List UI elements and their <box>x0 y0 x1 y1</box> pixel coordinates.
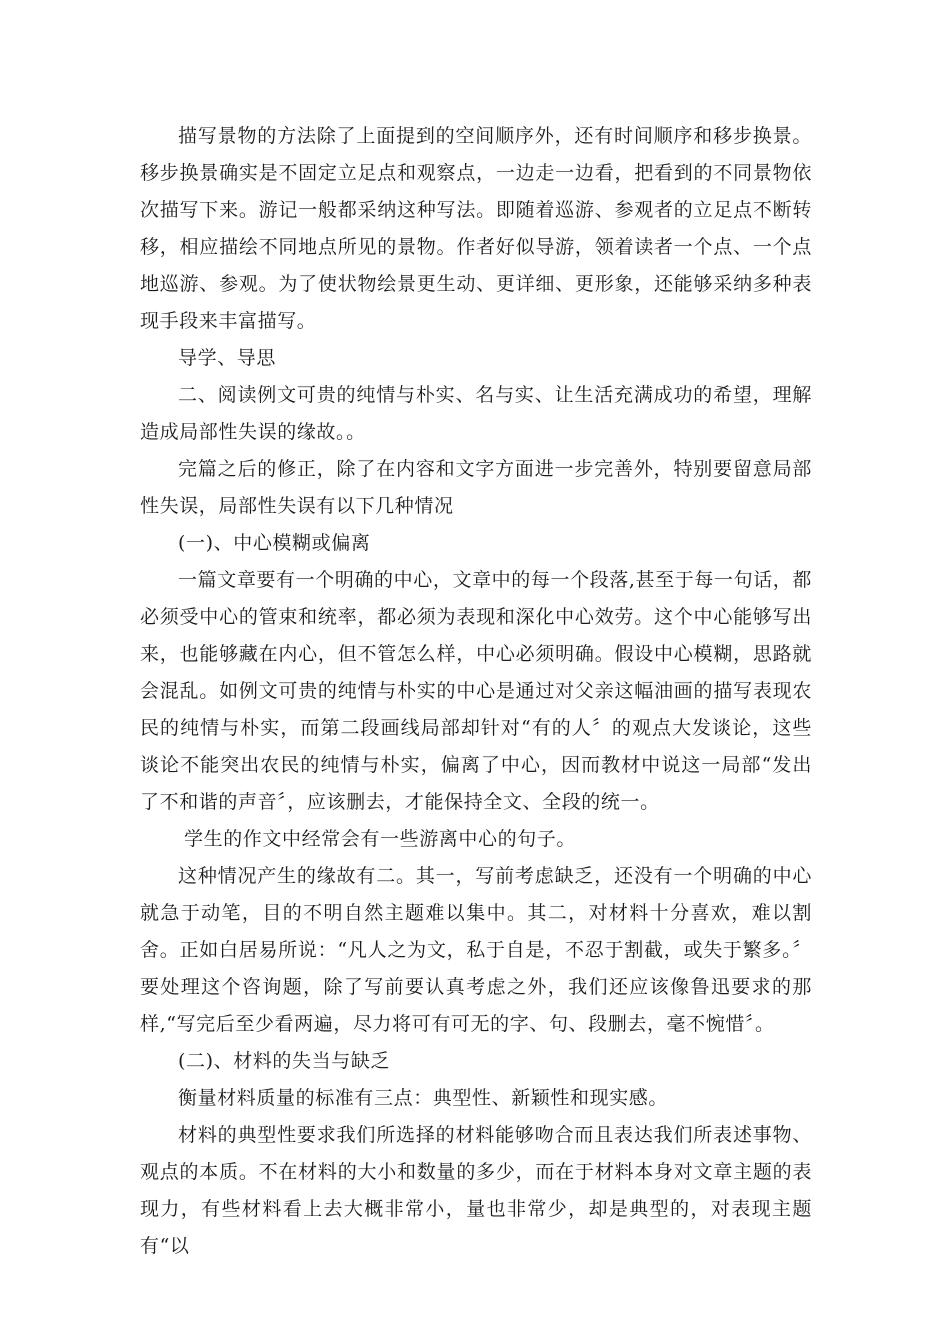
paragraph-material-standards: 衡量材料质量的标准有三点：典型性、新颖性和现实感。 <box>178 1087 669 1109</box>
paragraph-scenery-methods: 描写景物的方法除了上面提到的空间顺序外，还有时间顺序和移步换景。移步换景确实是不固定立足点和观察点，一边走一边看，把看到的不同景物依次描写下来。游记一般都采纳这种写法。即随着巡游、参观者的立足点不断转移，相应描绘不同地点所见的景物。作者好似导游，领着读者一个点、一个点地巡游、参观。为了使状物绘景更生动、更详细、更形象，还能够采纳多种表现手段来丰富描写。 <box>140 125 812 332</box>
paragraph-student-sentences: 学生的作文中经常会有一些游离中心的句子。 <box>184 828 577 850</box>
paragraph-material-typicality: 材料的典型性要求我们所选择的材料能够吻合而且表达我们所表述事物、观点的本质。不在材料的大小和数量的多少，而在于材料本身对文章主题的表现力，有些材料看上去大概非常小，量也非常少，却是典型的，对表现主题有“以 <box>140 1124 812 1257</box>
paragraph-revision-intro: 完篇之后的修正，除了在内容和文字方面进一步完善外，特别要留意局部性失误，局部性失误有以下几种情况 <box>140 458 812 517</box>
paragraph-two-reasons: 这种情况产生的缘故有二。其一，写前考虑缺乏，还没有一个明确的中心就急于动笔，目的不明自然主题难以集中。其二，对材料十分喜欢，难以割舍。正如白居易所说：“凡人之为文，私于自是，不忍于割截，或失于繁多。〞要处理这个咨询题，除了写前要认真考虑之外，我们还应该像鲁迅要求的那样,“写完后至少看两遍，尽力将可有可无的字、句、段删去，毫不惋惜〞。 <box>140 865 812 1035</box>
subheading-material-issues: (二)、材料的失当与缺乏 <box>178 1050 391 1072</box>
section-guide-heading: 导学、导思 <box>178 347 277 369</box>
paragraph-reading-task: 二、阅读例文可贵的纯情与朴实、名与实、让生活充满成功的希望，理解造成局部性失误的缘故。。 <box>140 384 812 443</box>
paragraph-clear-center: 一篇文章要有一个明确的中心，文章中的每一个段落,甚至于每一句话，都必须受中心的管束和统率，都必须为表现和深化中心效劳。这个中心能够写出来，也能够藏在内心，但不管怎么样，中心必须明确。假设中心模糊，思路就会混乱。如例文可贵的纯情与朴实的中心是通过对父亲这幅油画的描写表现农民的纯情与朴实，而第二段画线局部却针对“有的人〞的观点大发谈论，这些谈论不能突出农民的纯情与朴实，偏离了中心，因而教材中说这一局部“发出了不和谐的声音〞，应该删去，才能保持全文、全段的统一。 <box>140 569 812 813</box>
document-page <box>140 118 812 1265</box>
subheading-unclear-center: (一)、中心模糊或偏离 <box>178 532 371 554</box>
